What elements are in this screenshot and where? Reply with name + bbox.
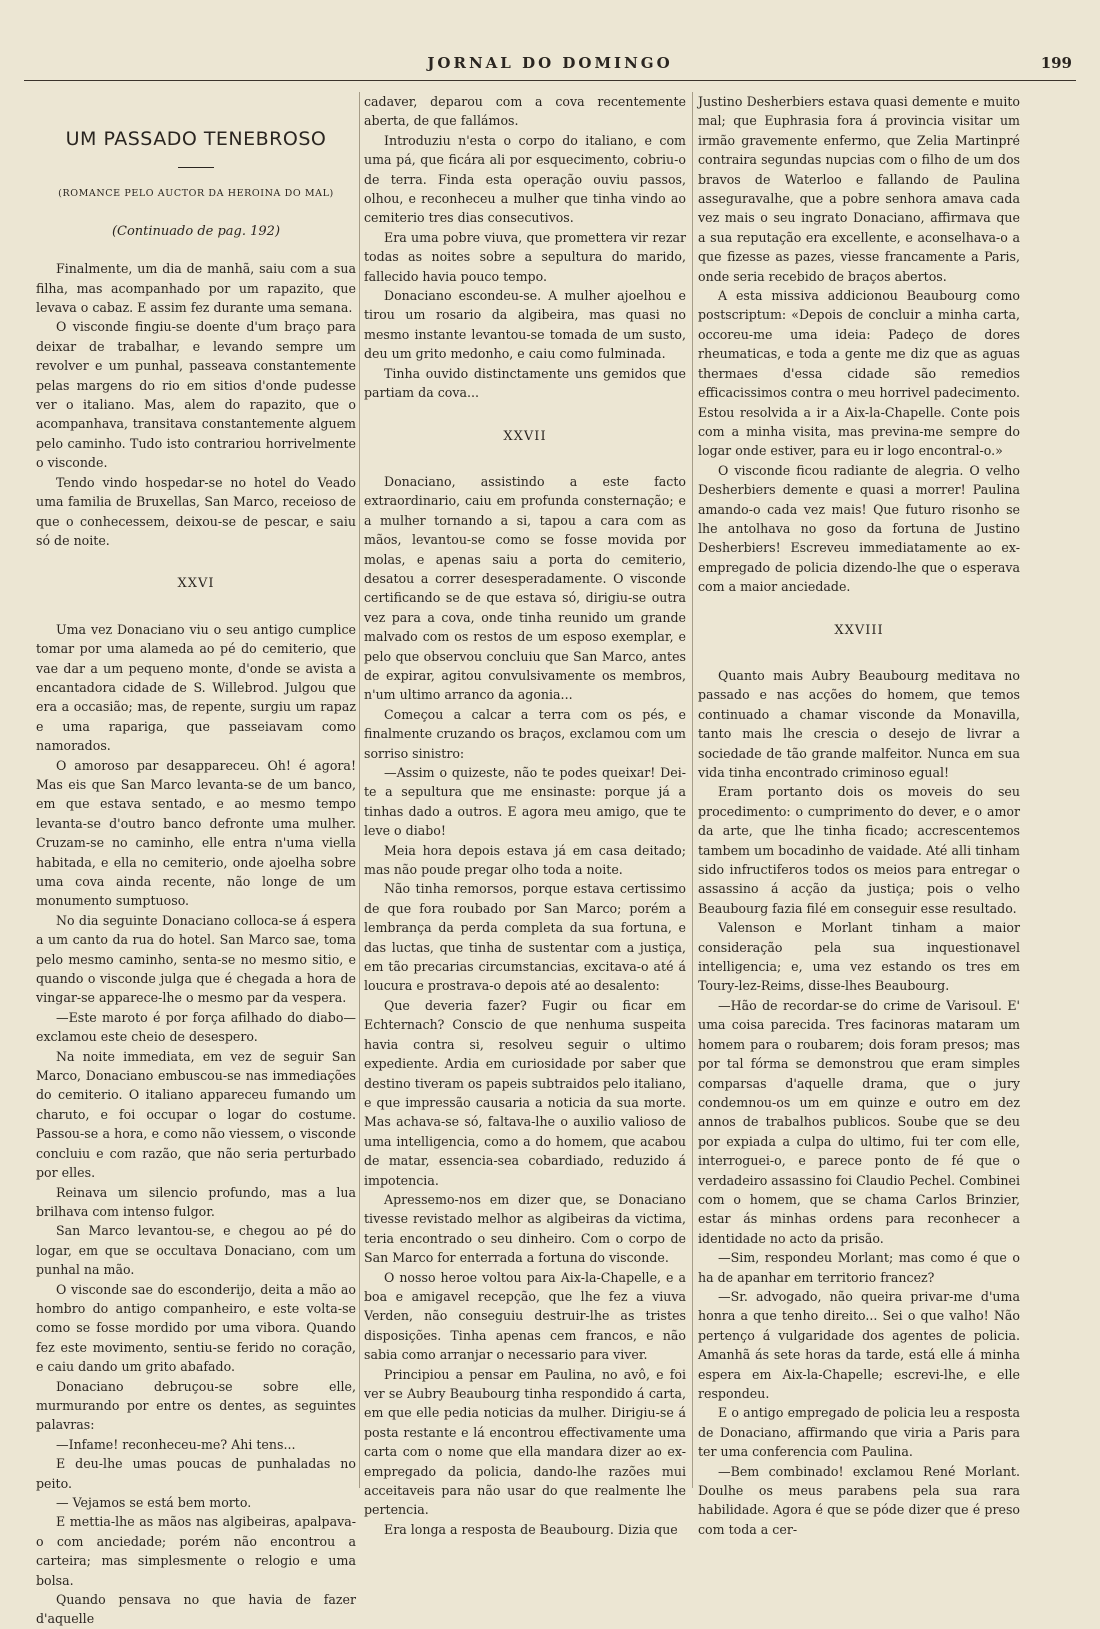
paragraph: Começou a calcar a terra com os pés, e finalmente cruzando os braços, exclamou com um sorriso sinistro: <box>364 706 686 761</box>
paragraph: —Infame! reconheceu-me? Ahi tens... <box>56 1436 296 1452</box>
chapter-heading: XXVII <box>503 428 547 444</box>
paragraph: — Vejamos se está bem morto. <box>56 1495 252 1510</box>
column-2 <box>364 92 686 1539</box>
paragraph: cadaver, deparou com a cova recentemente aberta, de que fallámos. <box>364 94 686 129</box>
paragraph: Que deveria fazer? Fugir ou ficar em Echternach? Conscio de que nenhuma suspeita havia contra si, resolveu seguir o ultimo expediente. Ardia em curiosidade por saber que destino tiveram os papeis subtraidos pelo italiano, e que impressão causaria a noticia da sua morte. Mas achava-se só, faltava-lhe o auxilio valioso de uma intelligencia, como a do homem, que acabou de matar, essencia-sea cobardiado, reduzido á impotencia. <box>364 997 686 1188</box>
paragraph: Donaciano, assistindo a este facto extraordinario, caiu em profunda consternação; e a mulher tornando a si, tapou a cara com as mãos, levantou-se como se fosse movida por molas, e apenas saiu a porta do cemiterio, desatou a correr desesperadamente. O visconde certificando se de que estava só, dirigiu-se outra vez para a cova, onde tinha reunido um grande malvado com os restos de um esposo exemplar, e pelo que observou concluiu que San Marco, antes de expirar, agitou convulsivamente os membros, n'um ultimo arranco da agonia... <box>364 473 686 703</box>
paragraph: —Sr. advogado, não queira privar-me d'uma honra a que tenho direito... Sei o que valho! Não pertenço á vulgaridade dos agentes de policia. Amanhã ás sete horas da tarde, está elle á minha espera em Aix-la-Chapelle; escrevi-lhe, e elle respondeu. <box>698 1288 1020 1401</box>
paragraph: Era uma pobre viuva, que promettera vir rezar todas as noites sobre a sepultura do marido, fallecido havia pouco tempo. <box>364 229 686 284</box>
chapter-heading: XXVI <box>177 576 215 592</box>
paragraph: O visconde ficou radiante de alegria. O velho Desherbiers demente e quasi a morrer! Paulina amando-o cada vez mais! Que futuro risonho se lhe antolhava no goso da fortuna de Justino Desherbiers! Escreveu immediatamente ao ex-empregado de policia dizendo-lhe que o esperava com a maior anciedade. <box>698 462 1020 595</box>
paragraph: Justino Desherbiers estava quasi demente e muito mal; que Euphrasia fora á provincia visitar um irmão gravemente enfermo, que Zelia Martinpré contraira segundas nupcias com o filho de um dos bravos de Waterloo e fallando de Paulina asseguravalhe, que a pobre senhora amava cada vez mais o seu ingrato Donaciano, affirmava que a sua reputação era excellente, e aconselhava-o a que fizesse as pazes, viesse francamente a Paris, onde seria recebido de braços abertos. <box>698 94 1020 284</box>
paragraph: O nosso heroe voltou para Aix-la-Chapelle, e a boa e amigavel recepção, que lhe fez a viuva Verden, não conseguiu destruir-lhe as tristes disposições. Tinha apenas cem francos, e não sabia como arranjar o necessario para viver. <box>364 1269 686 1363</box>
paragraph: —Assim o quizeste, não te podes queixar! Dei-te a sepultura que me ensinaste: porque já a tinhas dado a outros. E agora meu amigo, que te leve o diabo! <box>364 765 686 839</box>
paragraph: Uma vez Donaciano viu o seu antigo cumplice tomar por uma alameda ao pé do cemiterio, que vae dar a um pequeno monte, d'onde se avista a encantadora cidade de S. Willebrod. Julgou que era a occasião; mas, de repente, surgiu um rapaz e uma rapariga, que passeiavam como namorados. <box>36 621 356 754</box>
paragraph: —Hão de recordar-se do crime de Varisoul. E' uma coisa parecida. Tres facinoras mataram um homem para o roubarem; dois foram presos; mas por tal fórma se demonstrou que eram simples comparsas d'aquelle drama, que o jury condemnou-os um em quinze e outro em dez annos de trabalhos publicos. Soube que se deu por expiada a culpa do ultimo, fui ter com elle, interroguei-o, e parece ponto de fé que o verdadeiro assassino foi Claudio Pechel. Combinei com o homem, que se chama Carlos Brinzier, estar ás minhas ordens para reconhecer a identidade no acto da prisão. <box>698 997 1020 1246</box>
paragraph: Introduziu n'esta o corpo do italiano, e com uma pá, que ficára ali por esquecimento, cobriu-o de terra. Finda esta operação ouviu passos, olhou, e reconheceu a mulher que tinha vindo ao cemiterio tres dias consecutivos. <box>364 132 686 226</box>
paragraph: Quanto mais Aubry Beaubourg meditava no passado e nas acções do homem, que temos continuado a chamar visconde da Monavilla, tanto mais lhe crescia o desejo de livrar a sociedade de tão grande malfeitor. Nunca em sua vida tinha encontrado criminoso egual! <box>698 667 1020 780</box>
article-title: UM PASSADO TENEBROSO <box>65 128 327 150</box>
paragraph: Donaciano debruçou-se sobre elle, murmurando por entre os dentes, as seguintes palavras: <box>36 1378 356 1433</box>
journal-title: JORNAL DO DOMINGO <box>427 54 673 72</box>
paragraph: E mettia-lhe as mãos nas algibeiras, apalpava-o com anciedade; porém não encontrou a carteira; mas simplesmente o relogio e uma bolsa. <box>36 1514 356 1588</box>
continued-note: (Continuado de pag. 192) <box>111 223 281 239</box>
paragraph: Tinha ouvido distinctamente uns gemidos que partiam da cova... <box>364 365 686 401</box>
paragraph: Principiou a pensar em Paulina, no avô, e foi ver se Aubry Beaubourg tinha respondido á carta, em que elle pedia noticias da mulher. Dirigiu-se á posta restante e lá encontrou effectivamente uma carta com o nome que ella mandara dizer ao ex-empregado da policia, dando-lhe razões mui acceitaveis para não usar do que realmente lhe pertencia. <box>364 1366 686 1518</box>
article-subtitle: (ROMANCE PELO AUCTOR DA HEROINA DO MAL) <box>58 188 334 200</box>
paragraph: —Este maroto é por força afilhado do diabo—exclamou este cheio de desespero. <box>36 1009 356 1045</box>
paragraph: Era longa a resposta de Beaubourg. Dizia que <box>384 1521 678 1537</box>
column-divider <box>692 92 693 1488</box>
column-divider <box>359 92 360 1488</box>
paragraph: Valenson e Morlant tinham a maior consideração pela sua inquestionavel intelligencia; e, uma vez estando os tres em Toury-lez-Reims, disse-lhes Beaubourg. <box>698 920 1020 994</box>
paragraph: Não tinha remorsos, porque estava certissimo de que fora roubado por San Marco; porém a lembrança da perda completa da sua fortuna, e das luctas, que tinha de sustentar com a justiça, em tão precarias circumstancias, excitava-o até á loucura e prostrava-o depois até ao desalento: <box>364 881 686 994</box>
masthead <box>20 54 1080 82</box>
paragraph: Na noite immediata, em vez de seguir San Marco, Donaciano embuscou-se nas immediações do cemiterio. O italiano appareceu fumando um charuto, e foi occupar o logar do costume. Passou-se a hora, e como não viessem, o visconde concluiu e com razão, que não seria perturbado por elles. <box>36 1048 356 1181</box>
paragraph: Donaciano escondeu-se. A mulher ajoelhou e tirou um rosario da algibeira, mas quasi no mesmo instante levantou-se tomada de um susto, deu um grito medonho, e caiu como fulminada. <box>364 288 686 362</box>
paragraph: San Marco levantou-se, e chegou ao pé do logar, em que se occultava Donaciano, com um punhal na mão. <box>36 1223 356 1278</box>
paragraph: —Bem combinado! exclamou René Morlant. Doulhe os meus parabens pela sua rara habilidade. Agora é que se póde dizer que é preso com toda a cer- <box>698 1463 1020 1537</box>
column-1 <box>36 92 356 1629</box>
paragraph: O amoroso par desappareceu. Oh! é agora! Mas eis que San Marco levanta-se de um banco, em que estava sentado, e ao mesmo tempo levanta-se d'outro banco defronte uma mulher. Cruzam-se no caminho, elle entra n'uma viella habitada, e ella no cemiterio, onde ajoelha sobre uma cova ainda recente, não longe de um monumento sumptuoso. <box>36 757 356 909</box>
paragraph: Tendo vindo hospedar-se no hotel do Veado uma familia de Bruxellas, San Marco, receioso de que o conhecessem, deixou-se de pescar, e saiu só de noite. <box>36 474 356 548</box>
paragraph: O visconde fingiu-se doente d'um braço para deixar de trabalhar, e levando sempre um revolver e um punhal, passeava constantemente pelas margens do rio em sitios d'onde pudesse ver o italiano. Mas, alem do rapazito, que o acompanhava, transitava constantemente alguem pelo caminho. Tudo isto contrariou horrivelmente o visconde. <box>36 319 356 471</box>
paragraph: Eram portanto dois os moveis do seu procedimento: o cumprimento do dever, e o amor da arte, que lhe tinha ficado; accrescentemos tambem um bocadinho de vaidade. Até alli tinham sido infructiferos todos os meios para entregar o assassino á acção da justiça; pois o velho Beaubourg fazia filé em conseguir esse resultado. <box>698 784 1020 916</box>
paragraph: O visconde sae do esconderijo, deita a mão ao hombro do antigo companheiro, e este volta-se como se fosse mordido por uma vibora. Quando fez este movimento, sentiu-se ferido no coração, e caiu dando um grito abafado. <box>36 1281 356 1375</box>
page-number: 199 <box>1040 54 1072 72</box>
paragraph: —Sim, respondeu Morlant; mas como é que o ha de apanhar em territorio francez? <box>698 1250 1020 1285</box>
chapter-heading: XXVIII <box>834 622 884 638</box>
paragraph: A esta missiva addicionou Beaubourg como postscriptum: «Depois de concluir a minha carta, occoreu-me uma ideia: Padeço de dores rheumaticas, e toda a gente me diz que as aguas thermaes d'essa cidade são remedios efficacissimos contra o meu horrivel padecimento. Estou resolvida a ir a Aix-la-Chapelle. Conte pois com a minha visita, mas previna-me sempre do logar onde estiver, para eu ir logo encontral-o.» <box>698 288 1020 459</box>
header-rule <box>24 80 1076 81</box>
paragraph: Quando pensava no que havia de fazer d'aquelle <box>36 1592 356 1627</box>
paragraph: Meia hora depois estava já em casa deitado; mas não poude pregar olho toda a noite. <box>364 842 686 878</box>
paragraph: No dia seguinte Donaciano colloca-se á espera a um canto da rua do hotel. San Marco sae, toma pelo mesmo caminho, senta-se no mesmo sitio, e quando o visconde julga que é chegada a hora de vingar-se apparece-lhe o mesmo par da vespera. <box>36 912 356 1006</box>
title-rule <box>178 167 214 168</box>
col1-body-a <box>36 259 356 550</box>
column-3 <box>698 92 1020 1539</box>
col1-body-b <box>36 620 356 1629</box>
paragraph: Reinava um silencio profundo, mas a lua brilhava com intenso fulgor. <box>36 1184 356 1219</box>
paragraph: E deu-lhe umas poucas de punhaladas no peito. <box>36 1456 356 1491</box>
paragraph: E o antigo empregado de policia leu a resposta de Donaciano, affirmando que viria a Paris para ter uma conferencia com Paulina. <box>698 1405 1020 1460</box>
paragraph: Apressemo-nos em dizer que, se Donaciano tivesse revistado melhor as algibeiras da victima, teria encontrado o seu dinheiro. Com o corpo de San Marco for enterrada a fortuna do visconde. <box>364 1191 686 1266</box>
paragraph: Finalmente, um dia de manhã, saiu com a sua filha, mas acompanhado por um rapazito, que levava o cabaz. E assim fez durante uma semana. <box>36 261 356 316</box>
